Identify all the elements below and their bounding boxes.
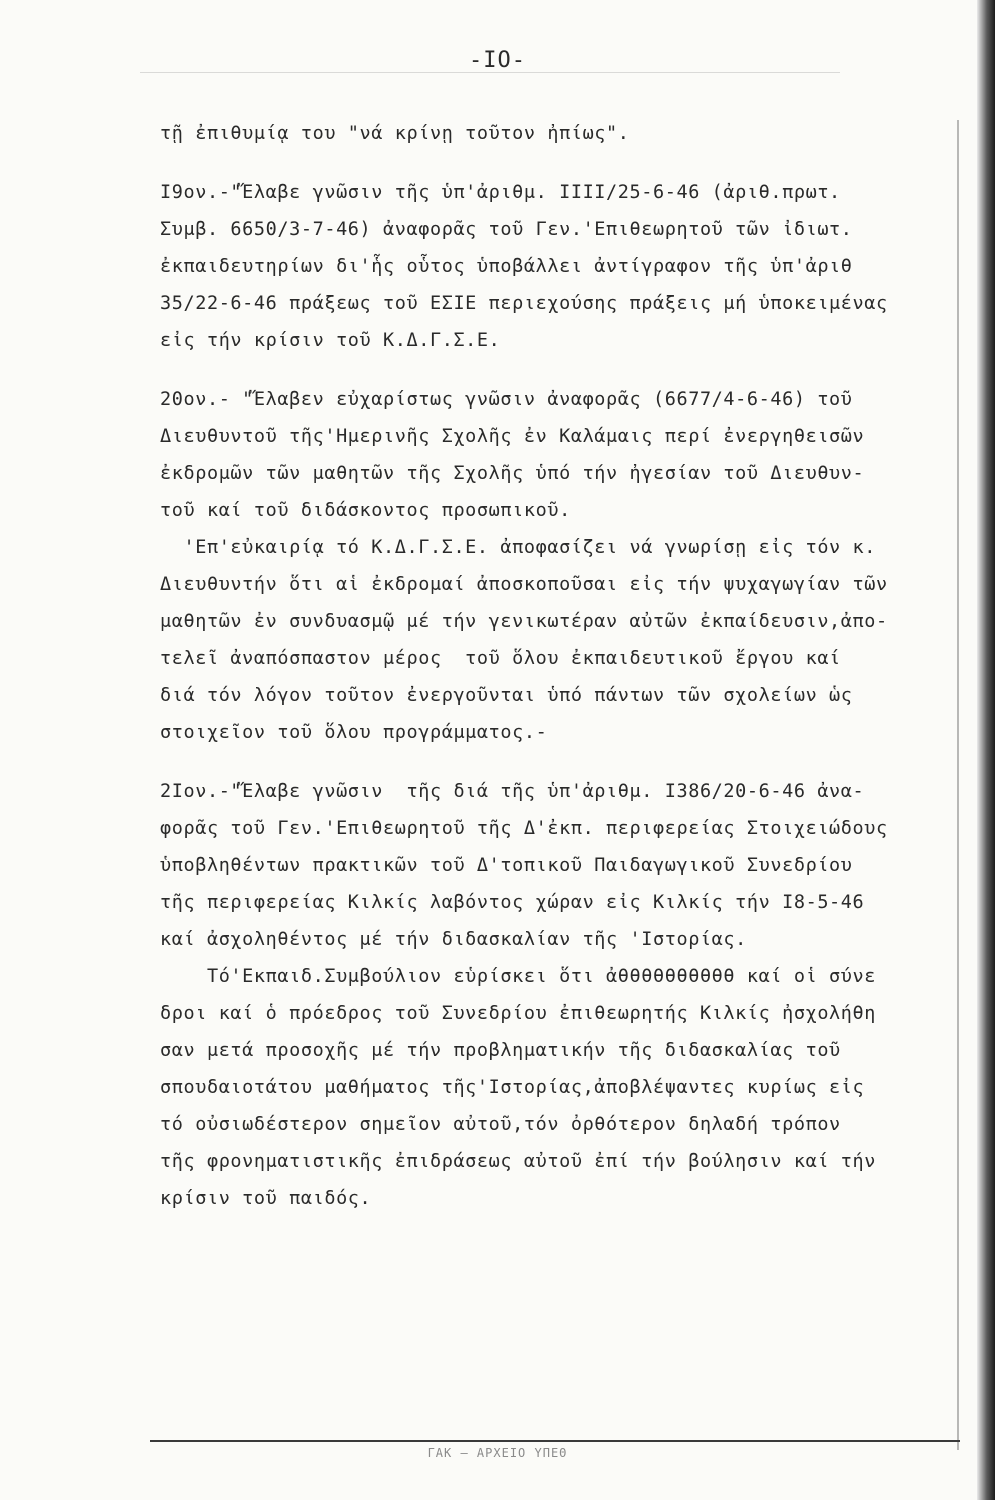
text-line: σπουδαιοτάτου μαθήματος τῆς'Ιστορίας,ἀποβλέψαντες κυρίως εἰς — [160, 1077, 865, 1098]
text-line: κρίσιν τοῦ παιδός. — [160, 1188, 372, 1209]
text-line: Διευθυντήν ὅτι αἱ ἐκδρομαί ἀποσκοποῦσαι εἰς τήν ψυχαγωγίαν τῶν — [160, 574, 888, 595]
text-line: διά τόν λόγον τοῦτον ἐνεργοῦνται ὑπό πάντων τῶν σχολείων ὡς — [160, 685, 853, 706]
text-line: μαθητῶν ἐν συνδυασμῷ μέ τήν γενικωτέραν αὐτῶν ἐκπαίδευσιν,ἀπο- — [160, 611, 888, 632]
text-line: στοιχεῖον τοῦ ὅλου προγράμματος.- — [160, 722, 548, 743]
header-rule — [140, 72, 840, 73]
text-line: 20ον.- "Ἔλαβεν εὐχαρίστως γνῶσιν ἀναφορᾶς (6677/4-6-46) τοῦ — [160, 389, 853, 410]
paragraph-gap — [160, 152, 960, 174]
text-line: φορᾶς τοῦ Γεν.'Επιθεωρητοῦ τῆς Δ'ἐκπ. περιφερείας Στοιχειώδους — [160, 818, 888, 839]
text-line: 2Iον.-"Ἔλαβε γνῶσιν τῆς διά τῆς ὑπ'ἀριθμ. I386/20-6-46 ἀνα- — [160, 781, 865, 802]
text-line: δροι καί ὁ πρόεδρος τοῦ Συνεδρίου ἐπιθεωρητής Κιλκίς ἠσχολήθη — [160, 1003, 877, 1024]
paragraph-gap — [160, 751, 960, 773]
text-line: I9ον.-"Ἔλαβε γνῶσιν τῆς ὑπ'ἀριθμ. IIII/25-6-46 (ἀριθ.πρωτ. — [160, 182, 841, 203]
text-line: ἐκδρομῶν τῶν μαθητῶν τῆς Σχολῆς ὑπό τήν ἠγεσίαν τοῦ Διευθυν- — [160, 463, 865, 484]
typewritten-text — [160, 115, 960, 1217]
text-line: 35/22-6-46 πράξεως τοῦ ΕΣΙΕ περιεχούσης πράξεις μή ὑποκειμένας — [160, 293, 888, 314]
footer-rule — [150, 1440, 960, 1442]
text-line: καί ἀσχοληθέντος μέ τήν διδασκαλίαν τῆς 'Ιστορίας. — [160, 929, 747, 950]
text-line: 'Επ'εὐκαιρίᾳ τό Κ.Δ.Γ.Σ.Ε. ἀποφασίζει νά γνωρίσῃ εἰς τόν κ. — [160, 537, 877, 558]
text-line: τῆς φρονηματιστικῆς ἐπιδράσεως αὐτοῦ ἐπί τήν βούλησιν καί τήν — [160, 1151, 877, 1172]
text-line: ὑποβληθέντων πρακτικῶν τοῦ Δ'τοπικοῦ Παιδαγωγικοῦ Συνεδρίου — [160, 855, 853, 876]
text-line: τοῦ καί τοῦ διδάσκοντος προσωπικοῦ. — [160, 500, 571, 521]
page-number: -IO- — [469, 48, 526, 73]
text-line: Τό'Εκπαιδ.Συμβούλιον εὑρίσκει ὅτι ἀθθθθθθθθθθ καί οἱ σύνε — [160, 966, 877, 987]
text-line: σαν μετά προσοχῆς μέ τήν προβληματικήν τῆς διδασκαλίας τοῦ — [160, 1040, 841, 1061]
page-binding-edge — [977, 0, 995, 1500]
text-line: Συμβ. 6650/3-7-46) ἀναφορᾶς τοῦ Γεν.'Επιθεωρητοῦ τῶν ἰδιωτ. — [160, 219, 853, 240]
archive-stamp: ΓΑΚ – ΑΡΧΕΙΟ ΥΠΕΘ — [427, 1446, 568, 1460]
text-line: εἰς τήν κρίσιν τοῦ Κ.Δ.Γ.Σ.Ε. — [160, 330, 501, 351]
text-line: τελεῖ ἀναπόσπαστον μέρος τοῦ ὅλου ἐκπαιδευτικοῦ ἔργου καί — [160, 648, 841, 669]
text-line: τό οὐσιωδέστερον σημεῖον αὐτοῦ,τόν ὀρθότερον δηλαδή τρόπον — [160, 1114, 841, 1135]
text-line: ἐκπαιδευτηρίων δι'ἧς οὗτος ὑποβάλλει ἀντίγραφον τῆς ὑπ'ἀριθ — [160, 256, 853, 277]
paragraph-gap — [160, 359, 960, 381]
text-line: Διευθυντοῦ τῆς'Ημερινῆς Σχολῆς ἐν Καλάμαις περί ἐνεργηθεισῶν — [160, 426, 865, 447]
text-line: τῇ ἐπιθυμίᾳ του "νά κρίνῃ τοῦτον ἠπίως". — [160, 123, 630, 144]
text-line: τῆς περιφερείας Κιλκίς λαβόντος χώραν εἰς Κιλκίς τήν I8-5-46 — [160, 892, 865, 913]
